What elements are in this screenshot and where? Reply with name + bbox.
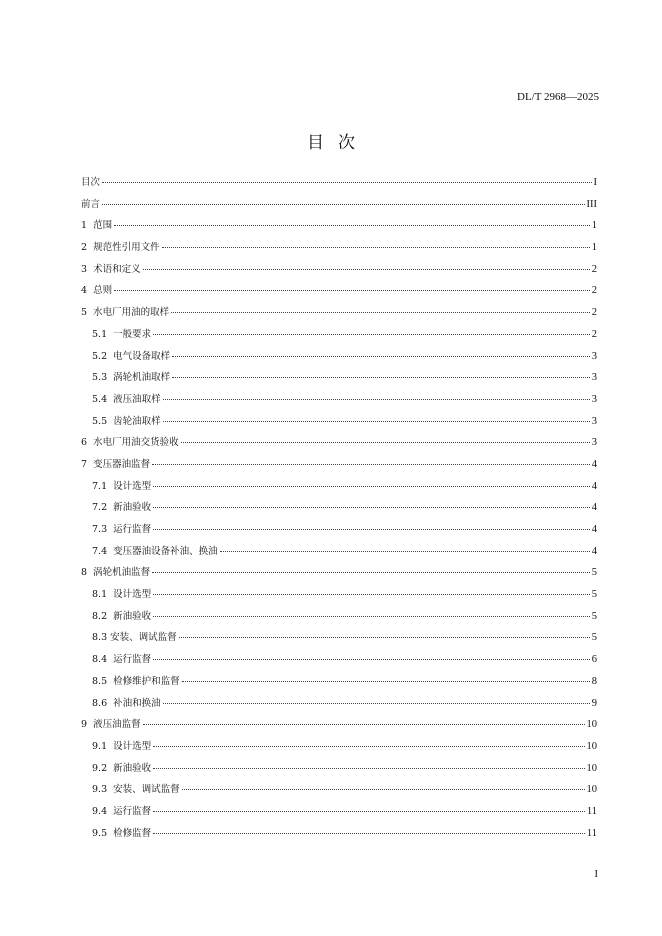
toc-entry-page: 3: [591, 437, 597, 449]
toc-leader-dots: [181, 442, 590, 443]
toc-entry-label: 目次: [81, 177, 101, 188]
toc-entry-page: 3: [591, 393, 597, 405]
toc-entry[interactable]: [81, 326, 597, 348]
toc-entry[interactable]: [81, 608, 597, 630]
toc-leader-dots: [102, 182, 591, 183]
toc-leader-dots: [163, 399, 590, 400]
toc-entry-page: III: [586, 198, 597, 210]
toc-leader-dots: [114, 290, 590, 291]
toc-leader-dots: [182, 681, 590, 682]
toc-entry-label: 9 液压油监督: [81, 719, 141, 731]
toc-entry[interactable]: [81, 738, 597, 760]
toc-entry[interactable]: [81, 239, 597, 261]
toc-entry-label: 7.3 运行监督: [92, 524, 152, 535]
toc-leader-dots: [153, 811, 585, 812]
toc-entry-page: 5: [591, 610, 597, 622]
toc-entry-label: 9.1 设计选型: [92, 740, 152, 752]
toc-entry-label: 8.3 安装、调试监督: [92, 632, 177, 644]
toc-entry-page: 4: [591, 545, 597, 557]
toc-entry-page: 3: [591, 415, 597, 427]
toc-entry[interactable]: [81, 413, 597, 435]
toc-entry-label: 8.6 补油和换油: [92, 697, 161, 709]
toc-entry-label: 7 变压器油监督: [81, 458, 151, 470]
toc-entry-label: 8.1 设计选型: [92, 589, 152, 601]
toc-leader-dots: [153, 833, 585, 834]
toc-leader-dots: [153, 616, 590, 617]
toc-leader-dots: [143, 269, 590, 270]
toc-leader-dots: [163, 703, 590, 704]
toc-leader-dots: [153, 659, 590, 660]
toc-entry-label: 9.5 检修监督: [92, 827, 152, 839]
toc-entry-page: 5: [591, 589, 597, 601]
toc-entry-page: 4: [591, 480, 597, 492]
toc-entry-page: 4: [591, 502, 597, 514]
document-code: DL/T 2968—2025: [517, 91, 599, 103]
toc-leader-dots: [153, 746, 584, 747]
toc-entry[interactable]: [81, 564, 597, 586]
toc-leader-dots: [171, 312, 590, 313]
toc-entry[interactable]: [81, 651, 597, 673]
page-title: 目次: [307, 133, 369, 153]
page-number: I: [594, 869, 598, 880]
toc-entry-page: 5: [591, 632, 597, 644]
toc-entry-page: 2: [591, 263, 597, 275]
toc-entry-page: 4: [591, 524, 597, 535]
toc-entry-label: 7.2 新油验收: [92, 502, 152, 514]
toc-entry-label: 2 规范性引用文件: [81, 242, 160, 254]
toc-leader-dots: [220, 551, 590, 552]
toc-leader-dots: [153, 334, 590, 335]
toc-entry-label: 9.2 新油验收: [92, 762, 152, 774]
toc-entry-page: 9: [591, 697, 597, 709]
toc-leader-dots: [114, 225, 590, 226]
toc-entry-label: 5.4 液压油取样: [92, 393, 161, 405]
toc-entry-page: 10: [586, 762, 597, 774]
toc-entry-page: 6: [591, 654, 597, 666]
toc-leader-dots: [162, 247, 590, 248]
toc-entry[interactable]: [81, 261, 597, 283]
toc-entry[interactable]: [81, 781, 597, 803]
toc-entry-page: 3: [591, 350, 597, 362]
toc-entry[interactable]: [81, 282, 597, 304]
toc-entry-page: 11: [586, 827, 597, 839]
toc-entry[interactable]: [81, 304, 597, 326]
toc-entry-page: 8: [591, 675, 597, 687]
toc-entry[interactable]: [81, 434, 597, 456]
toc-entry-page: 2: [591, 328, 597, 340]
toc-entry-label: 1 范围: [81, 220, 113, 232]
toc-leader-dots: [179, 637, 590, 638]
toc-entry-label: 8.5 检修维护和监督: [92, 675, 180, 687]
toc-entry-page: I: [593, 177, 597, 188]
toc-entry-label: 8 涡轮机油监督: [81, 567, 151, 579]
toc-entry-page: 1: [591, 242, 597, 254]
toc-entry-page: 1: [591, 220, 597, 232]
toc-entry-label: 5.2 电气设备取样: [92, 350, 171, 362]
toc-entry-page: 10: [586, 784, 597, 796]
toc-entry-label: 前言: [81, 198, 101, 210]
toc-leader-dots: [102, 204, 584, 205]
toc-entry[interactable]: [81, 499, 597, 521]
toc-entry[interactable]: [81, 673, 597, 695]
toc-leader-dots: [152, 572, 590, 573]
toc-entry-page: 3: [591, 372, 597, 384]
toc-leader-dots: [153, 486, 590, 487]
toc-entry[interactable]: [81, 348, 597, 370]
toc-entry-page: 10: [586, 719, 597, 731]
toc-leader-dots: [182, 789, 585, 790]
toc-entry-page: 4: [591, 458, 597, 470]
table-of-contents: [81, 174, 597, 846]
toc-entry-label: 3 术语和定义: [81, 263, 141, 275]
toc-leader-dots: [153, 594, 590, 595]
toc-entry-label: 9.3 安装、调试监督: [92, 784, 180, 796]
toc-entry[interactable]: [81, 196, 597, 218]
toc-entry[interactable]: [81, 543, 597, 565]
toc-entry-page: 10: [586, 740, 597, 752]
toc-entry[interactable]: [81, 825, 597, 847]
toc-entry[interactable]: [81, 174, 597, 196]
toc-entry[interactable]: [81, 521, 597, 543]
toc-leader-dots: [152, 464, 590, 465]
toc-entry-label: 5 水电厂用油的取样: [81, 307, 170, 319]
toc-entry-label: 5.5 齿轮油取样: [92, 415, 161, 427]
toc-entry-label: 8.2 新油验收: [92, 610, 152, 622]
toc-entry-page: 11: [586, 805, 597, 817]
toc-entry[interactable]: [81, 391, 597, 413]
toc-entry-label: 5.3 涡轮机油取样: [92, 372, 171, 384]
toc-leader-dots: [153, 529, 590, 530]
toc-leader-dots: [153, 507, 590, 508]
toc-entry-label: 7.4 变压器油设备补油、换油: [92, 545, 218, 557]
toc-entry[interactable]: [81, 695, 597, 717]
toc-entry[interactable]: [81, 586, 597, 608]
toc-entry[interactable]: [81, 716, 597, 738]
toc-entry-label: 6 水电厂用油交货验收: [81, 437, 179, 449]
toc-leader-dots: [143, 724, 585, 725]
toc-entry[interactable]: [81, 217, 597, 239]
toc-entry[interactable]: [81, 456, 597, 478]
toc-entry-page: 2: [591, 307, 597, 319]
toc-entry[interactable]: [81, 760, 597, 782]
toc-leader-dots: [172, 377, 590, 378]
toc-leader-dots: [172, 356, 590, 357]
toc-entry-label: 9.4 运行监督: [92, 805, 152, 817]
toc-leader-dots: [153, 768, 584, 769]
toc-entry-label: 7.1 设计选型: [92, 480, 152, 492]
toc-entry-page: 5: [591, 567, 597, 579]
toc-entry[interactable]: [81, 803, 597, 825]
toc-entry-label: 4 总则: [81, 285, 113, 297]
toc-leader-dots: [163, 421, 590, 422]
toc-entry[interactable]: [81, 369, 597, 391]
toc-entry[interactable]: [81, 629, 597, 651]
toc-entry-label: 5.1 一般要求: [92, 328, 152, 340]
toc-entry-label: 8.4 运行监督: [92, 654, 152, 666]
toc-entry-page: 2: [591, 285, 597, 297]
toc-entry[interactable]: [81, 478, 597, 500]
